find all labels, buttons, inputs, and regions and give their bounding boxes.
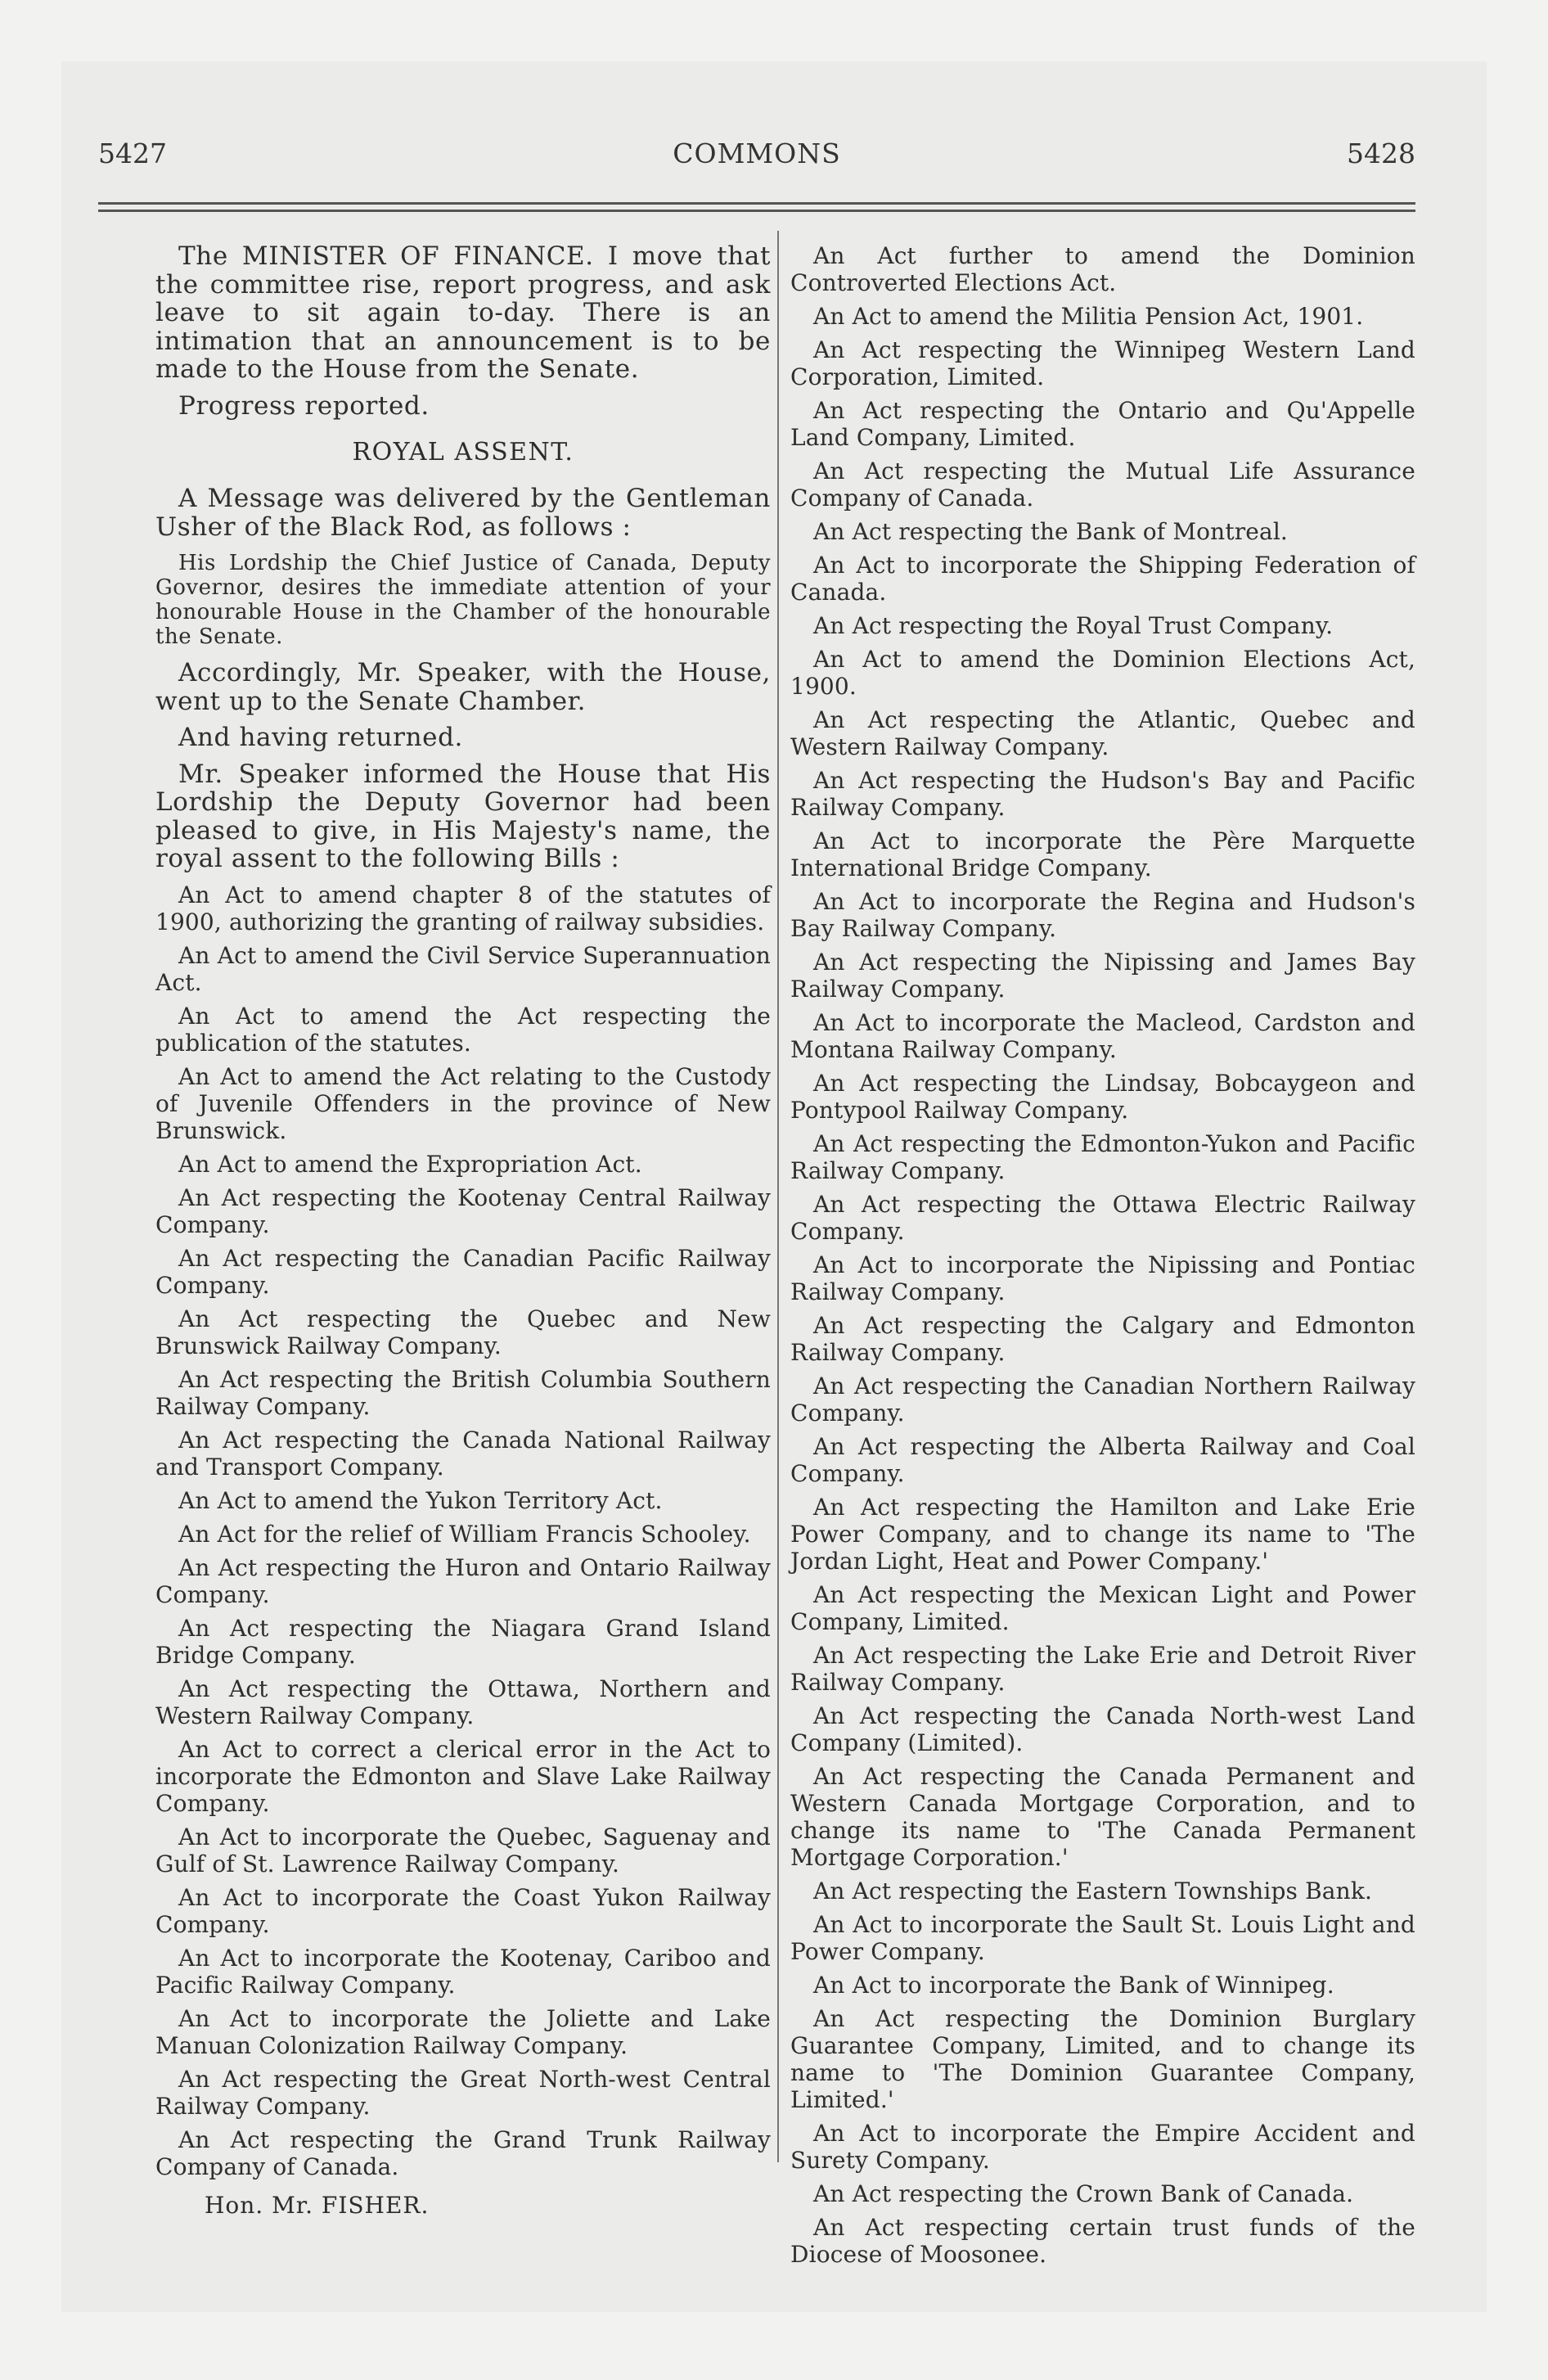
act-item: An Act respecting the Ottawa, Northern and Western Railway Company. (155, 1675, 771, 1729)
right-column (790, 242, 1415, 2274)
act-item: An Act respecting the Royal Trust Company. (813, 612, 1334, 639)
speaker-paragraph: Mr. Speaker informed the House that His Lordship the Deputy Governor had been pleased to give, in His Majesty's name, the royal assent to the following Bills : (155, 759, 771, 873)
act-item: An Act to amend the Militia Pension Act, 1901. (813, 303, 1364, 330)
act-item: An Act respecting the Grand Trunk Railway Company of Canada. (155, 2125, 771, 2180)
page-number-left: 5427 (98, 137, 167, 169)
minister-statement: The MINISTER OF FINANCE. I move that the committee rise, report progress, and ask leave to sit again to-day. There is an intimation that an announcement is to be made to the House from the Senate. (155, 241, 771, 384)
act-item: An Act respecting the Calgary and Edmonton Railway Company. (790, 1312, 1415, 1366)
act-item: An Act respecting the Mutual Life Assurance Company of Canada. (790, 458, 1415, 512)
act-item: An Act to amend the Civil Service Superannuation Act. (155, 941, 771, 996)
left-acts-list (155, 881, 771, 2180)
act-item: An Act respecting the Alberta Railway and Coal Company. (790, 1433, 1415, 1487)
act-item: An Act respecting the Niagara Grand Island Bridge Company. (155, 1614, 771, 1669)
column-divider (777, 231, 779, 2162)
act-item: An Act respecting the British Columbia Southern Railway Company. (155, 1365, 771, 1420)
act-item: An Act to incorporate the Bank of Winnipeg. (813, 1972, 1334, 1999)
act-item: An Act to correct a clerical error in the Act to incorporate the Edmonton and Slave Lake Railway Company. (155, 1735, 771, 1817)
act-item: An Act to amend chapter 8 of the statutes of 1900, authorizing the granting of railway subsidies. (155, 881, 771, 935)
act-item: An Act respecting the Canadian Pacific Railway Company. (155, 1244, 771, 1299)
section-heading: ROYAL ASSENT. (352, 438, 574, 467)
act-item: An Act respecting the Hamilton and Lake Erie Power Company, and to change its name to 'The Jordan Light, Heat and Power Company.' (790, 1494, 1415, 1575)
act-item: An Act respecting the Canada National Railway and Transport Company. (155, 1426, 771, 1481)
act-item: An Act to incorporate the Empire Accident and Surety Company. (790, 2120, 1415, 2174)
act-item: An Act respecting the Huron and Ontario Railway Company. (155, 1553, 771, 1608)
act-item: An Act respecting the Ottawa Electric Railway Company. (790, 1191, 1415, 1245)
act-item: An Act to amend the Act respecting the publication of the statutes. (155, 1002, 771, 1057)
act-item: An Act respecting the Canadian Northern Railway Company. (790, 1373, 1415, 1427)
act-item: An Act respecting the Crown Bank of Canada. (813, 2180, 1354, 2207)
act-item: An Act to amend the Act relating to the Custody of Juvenile Offenders in the province of New Brunswick. (155, 1062, 771, 1144)
act-item: An Act to incorporate the Macleod, Cardston and Montana Railway Company. (790, 1009, 1415, 1063)
act-item: An Act to incorporate the Père Marquette International Bridge Company. (790, 827, 1415, 881)
act-item: An Act respecting the Atlantic, Quebec and Western Railway Company. (790, 706, 1415, 760)
act-item: An Act respecting the Canada Permanent and Western Canada Mortgage Corporation, and to change its name to 'The Canada Permanent Mortgage Corporation.' (790, 1763, 1415, 1871)
act-item: An Act to incorporate the Sault St. Louis Light and Power Company. (790, 1911, 1415, 1965)
act-item: An Act respecting the Ontario and Qu'Appelle Land Company, Limited. (790, 397, 1415, 451)
act-item: An Act respecting the Canada North-west Land Company (Limited). (790, 1702, 1415, 1756)
message-intro: A Message was delivered by the Gentleman Usher of the Black Rod, as follows : (155, 484, 771, 542)
act-item: An Act respecting the Nipissing and James Bay Railway Company. (790, 949, 1415, 1003)
act-item: An Act to incorporate the Joliette and Lake Manuan Colonization Railway Company. (155, 2004, 771, 2059)
act-item: An Act respecting the Edmonton-Yukon and Pacific Railway Company. (790, 1130, 1415, 1184)
act-item: An Act respecting the Great North-west Central Railway Company. (155, 2065, 771, 2120)
act-item: An Act respecting the Hudson's Bay and Pacific Railway Company. (790, 767, 1415, 821)
act-item: An Act respecting the Lake Erie and Detroit River Railway Company. (790, 1642, 1415, 1696)
header-rule-top (98, 202, 1415, 205)
header-rule-bottom (98, 210, 1415, 212)
act-item: An Act respecting the Mexican Light and Power Company, Limited. (790, 1581, 1415, 1635)
running-title: COMMONS (673, 137, 841, 169)
act-item: An Act respecting the Quebec and New Brunswick Railway Company. (155, 1305, 771, 1359)
returned-paragraph: And having returned. (178, 723, 464, 752)
page-number-right: 5428 (1347, 137, 1415, 169)
page-header (98, 137, 1415, 174)
act-item: An Act to amend the Expropriation Act. (178, 1150, 642, 1178)
act-item: An Act further to amend the Dominion Controverted Elections Act. (790, 242, 1415, 296)
right-acts-list (790, 242, 1415, 2268)
act-item: An Act for the relief of William Francis Schooley. (178, 1520, 751, 1548)
act-item: An Act to incorporate the Shipping Federation of Canada. (790, 552, 1415, 606)
progress-reported: Progress reported. (178, 390, 430, 421)
act-item: An Act to amend the Yukon Territory Act. (178, 1486, 663, 1514)
act-item: An Act respecting certain trust funds of the Diocese of Moosonee. (790, 2214, 1415, 2268)
act-item: An Act to incorporate the Quebec, Saguenay and Gulf of St. Lawrence Railway Company. (155, 1823, 771, 1877)
left-column (155, 242, 771, 2219)
act-item: An Act respecting the Eastern Townships Bank. (813, 1877, 1373, 1904)
act-item: An Act respecting the Winnipeg Western Land Corporation, Limited. (790, 336, 1415, 390)
act-item: An Act respecting the Bank of Montreal. (813, 518, 1288, 545)
act-item: An Act to amend the Dominion Elections Act, 1900. (790, 646, 1415, 700)
accordingly-paragraph: Accordingly, Mr. Speaker, with the House, went up to the Senate Chamber. (155, 658, 771, 716)
message-quote: His Lordship the Chief Justice of Canada, Deputy Governor, desires the immediate attention of your honourable House in the Chamber of the honourable the Senate. (155, 551, 771, 649)
act-item: An Act respecting the Dominion Burglary Guarantee Company, Limited, and to change its name to 'The Dominion Guarantee Company, Limited.' (790, 2005, 1415, 2113)
act-item: An Act to incorporate the Kootenay, Cariboo and Pacific Railway Company. (155, 1944, 771, 1999)
act-item: An Act respecting the Kootenay Central Railway Company. (155, 1183, 771, 1238)
signature: Hon. Mr. FISHER. (205, 2191, 430, 2219)
act-item: An Act to incorporate the Regina and Hudson's Bay Railway Company. (790, 888, 1415, 942)
act-item: An Act to incorporate the Nipissing and Pontiac Railway Company. (790, 1251, 1415, 1305)
act-item: An Act respecting the Lindsay, Bobcaygeon and Pontypool Railway Company. (790, 1070, 1415, 1124)
act-item: An Act to incorporate the Coast Yukon Railway Company. (155, 1883, 771, 1938)
